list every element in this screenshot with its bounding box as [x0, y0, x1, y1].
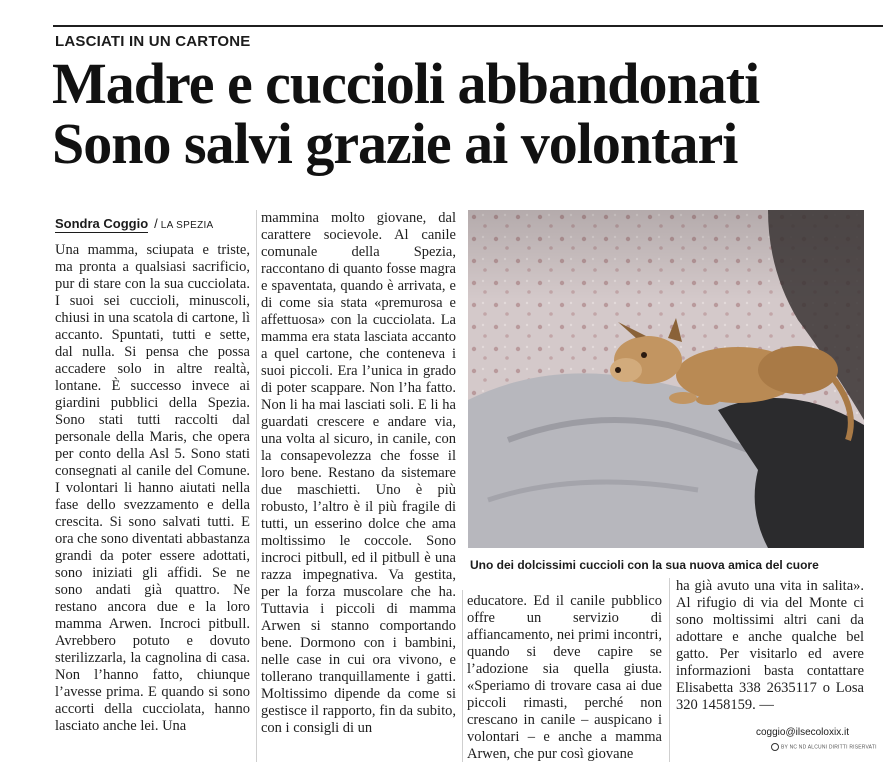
photo-caption: Uno dei dolcissimi cuccioli con la sua nuova amica del cuore — [470, 558, 819, 572]
byline-author: Sondra Coggio — [55, 216, 149, 231]
headline — [52, 51, 882, 176]
dog-on-lap-photo — [468, 210, 864, 548]
article-column-4: ha già avuto una vita in salita». Al rifugio di via del Monte ci sono moltissimi altri cani da adottare e anche qualche bel gatto. Per visitarlo ed avere informazioni basta contattare Elisabetta 338 2635117 o Losa 320 1458159. — — [676, 578, 864, 713]
column-divider — [256, 210, 257, 762]
headline-line-2: Sono salvi grazie ai volontari — [52, 111, 738, 176]
byline-separator: / — [154, 216, 158, 231]
license-note — [771, 743, 877, 751]
byline — [55, 216, 214, 231]
creative-commons-icon — [771, 743, 779, 751]
article-column-2: mammina molto giovane, dal carattere socievole. Al canile comunale della Spezia, raccontano di quanto fosse magra e spaventata, quando è arrivata, e di come sia stata «premurosa e affettuosa» con la cucciolata. La mamma era stata lasciata accanto a quel cartone, che conteneva i suoi piccoli. Era l’unica in grado di poter scappare. Non l’ha fatto. Non li ha mai lasciati soli. E li ha guardati crescere e andare via, una volta al sicuro, in canile, con la consapevolezza che fosse il loro bene. Restano da sistemare due maschietti. Uno è più robusto, l’altro è il più fragile di tutti, un esserino dolce che ama moltissimo le coccole. Sono incroci pitbull, ed il pitbull è una razza impegnativa. Va gestita, per la forza muscolare che ha. Tuttavia i piccoli di mamma Arwen si stanno comportando bene. Dormono con i bambini, nelle case in cui ora vivono, e tollerano tranquillamente i gatti. Moltissimo dipende da come si gestisce il rapporto, fin da subito, con i consigli di un — [261, 210, 456, 736]
byline-location: LA SPEZIA — [160, 220, 214, 231]
license-text: BY NC ND ALCUNI DIRITTI RISERVATI — [781, 744, 877, 751]
article-photo — [468, 210, 864, 548]
author-email[interactable]: coggio@ilsecoloxix.it — [756, 727, 849, 738]
top-rule — [53, 25, 883, 27]
article-column-3: educatore. Ed il canile pubblico offre un servizio di affiancamento, nei primi incontri, quando si deve capire se l’adozione sia quella giusta. «Speriamo di trovare casa ai due piccoli rimasti, perché non crescano in canile – auspicano i volontari – e anche a mamma Arwen, che pur così giovane — [467, 593, 663, 762]
column-divider — [462, 590, 463, 762]
section-kicker: LASCIATI IN UN CARTONE — [55, 33, 251, 50]
column-divider — [669, 578, 670, 762]
headline-line-1: Madre e cuccioli abbandonati — [52, 51, 760, 116]
article-column-1: Una mamma, sciupata e triste, ma pronta a qualsiasi sacrificio, pur di stare con la sua cucciolata. I suoi sei cuccioli, minuscoli, chiusi in una scatola di cartone, lì accanto. Spuntati, tutti e sette, dal nulla. Si pensa che possa accadere solo in altre realtà, lontane. È successo invece ai giardini pubblici della Spezia. Sono stati tutti raccolti dal personale della Maris, che opera per conto della Asl 5. Sono stati consegnati al canile del Comune. I volontari li hanno aiutati nella fase dello svezzamento e della crescita. Si sono salvati tutti. E ora che sono diventati abbastanza grandi da poter essere adottati, sono iniziati gli affidi. Se ne sono andati già quattro. Ne restano ancora due e la loro mamma Arwen. Incroci pitbull. Avrebbero potuto e dovuto sterilizzarla, la cagnolina di casa. Non l’hanno fatto, chiunque l’avesse prima. E quando si sono accorti della cucciolata, hanno lasciato anche lei. Una — [55, 242, 250, 734]
